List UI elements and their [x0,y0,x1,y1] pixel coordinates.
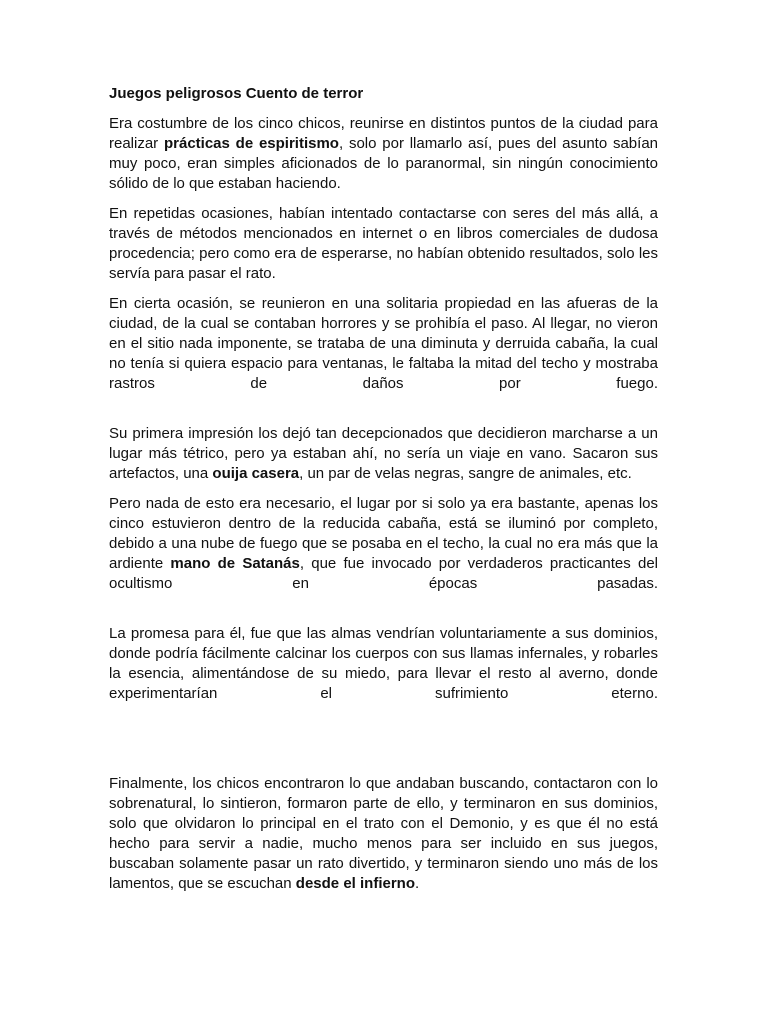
paragraph-4 [109,424,658,484]
paragraph-1-text-b: , solo por llamarlo así, pues del asunto sabían muy poco, eran simples aficionados de lo paranormal, sin ningún conocimiento sólido de lo que estaban haciendo. [109,135,658,192]
paragraph-5-text-a: Pero nada de esto era necesario, el lugar por si solo ya era bastante, apenas los cinco estuvieron dentro de la reducida cabaña, está se iluminó por completo, debido a una nube de fuego que se posaba en el techo, la cual no era más que la ardiente [109,495,658,572]
paragraph-7-text-b: . [415,875,420,892]
document-body [109,84,658,904]
paragraph-4-bold: ouija casera [212,465,300,482]
document-title: Juegos peligrosos Cuento de terror [109,85,364,102]
paragraph-4-text-b: , un par de velas negras, sangre de animales, etc. [299,465,632,482]
paragraph-5-bold: mano de Satanás [170,555,300,572]
paragraph-7-text-a: Finalmente, los chicos encontraron lo que andaban buscando, contactaron con lo sobrenatural, lo sintieron, formaron parte de ello, y terminaron en sus dominios, solo que olvidaron lo principal en el trato con el Demonio, y es que él no está hecho para servir a nadie, mucho menos para ser incluido en sus juegos, buscaban solamente pasar un rato divertido, y terminaron siendo uno más de los lamentos, que se escuchan [109,775,658,892]
paragraph-5-text-b: , que fue invocado por verdaderos practicantes del ocultismo en épocas pasadas. [109,555,658,592]
paragraph-1-bold: prácticas de espiritismo [163,135,339,152]
paragraph-7-bold: desde el infierno [295,875,415,892]
paragraph-1 [109,114,658,194]
paragraph-5 [109,494,658,594]
paragraph-6: La promesa para él, fue que las almas vendrían voluntariamente a sus dominios, donde podría fácilmente calcinar los cuerpos con sus llamas infernales, y robarles la esencia, alimentándose de su miedo, para llevar el resto al averno, donde experimentarían el sufrimiento eterno. [109,625,658,702]
paragraph-2: En repetidas ocasiones, habían intentado contactarse con seres del más allá, a través de métodos mencionados en internet o en libros comerciales de dudosa procedencia; pero como era de esperarse, no habían obtenido resultados, solo les servía para pasar el rato. [109,205,658,282]
paragraph-7 [109,774,658,894]
paragraph-4-text-a: Su primera impresión los dejó tan decepcionados que decidieron marcharse a un lugar más tétrico, pero ya estaban ahí, no sería un viaje en vano. Sacaron sus artefactos, una [109,425,658,482]
paragraph-1-text-a: Era costumbre de los cinco chicos, reunirse en distintos puntos de la ciudad para realizar [109,115,658,152]
paragraph-3: En cierta ocasión, se reunieron en una solitaria propiedad en las afueras de la ciudad, de la cual se contaban horrores y se prohibía el paso. Al llegar, no vieron en el sitio nada imponente, se trataba de una diminuta y derruida cabaña, la cual no tenía si quiera espacio para ventanas, le faltaba la mitad del techo y mostraba rastros de daños por fuego. [109,295,658,392]
